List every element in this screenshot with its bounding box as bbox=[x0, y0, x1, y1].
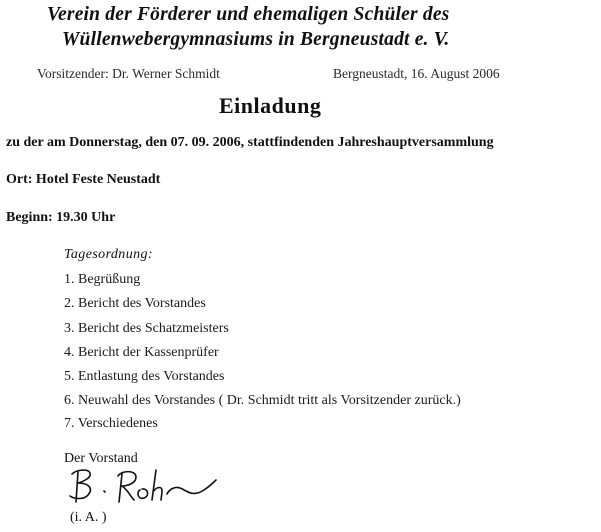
handwritten-signature bbox=[64, 462, 224, 512]
chairman-line: Vorsitzender: Dr. Werner Schmidt bbox=[37, 66, 220, 81]
meeting-start-time: Beginn: 19.30 Uhr bbox=[6, 210, 116, 225]
organization-name-line-2: Wüllenwebergymnasiums in Bergneustadt e. V. bbox=[62, 29, 450, 50]
agenda-item: 2. Bericht des Vorstandes bbox=[64, 296, 206, 311]
agenda-item: 3. Bericht des Schatzmeisters bbox=[64, 321, 229, 336]
agenda-item: 7. Verschiedenes bbox=[64, 416, 158, 431]
document-title: Einladung bbox=[219, 93, 322, 118]
agenda-heading: Tagesordnung: bbox=[64, 247, 153, 262]
board-label: Der Vorstand bbox=[64, 451, 138, 466]
organization-name-line-1: Verein der Förderer und ehemaligen Schüler des bbox=[47, 4, 450, 25]
agenda-item: 5. Entlastung des Vorstandes bbox=[64, 369, 225, 384]
agenda-item: 4. Bericht der Kassenprüfer bbox=[64, 345, 219, 360]
agenda-item: 6. Neuwahl des Vorstandes ( Dr. Schmidt tritt als Vorsitzender zurück.) bbox=[64, 393, 461, 408]
place-and-date: Bergneustadt, 16. August 2006 bbox=[333, 66, 500, 81]
proxy-note: (i. A. ) bbox=[70, 510, 107, 525]
agenda-item: 1. Begrüßung bbox=[64, 272, 141, 287]
meeting-intro: zu der am Donnerstag, den 07. 09. 2006, stattfindenden Jahreshauptversammlung bbox=[6, 135, 494, 150]
meeting-venue: Ort: Hotel Feste Neustadt bbox=[6, 172, 161, 187]
